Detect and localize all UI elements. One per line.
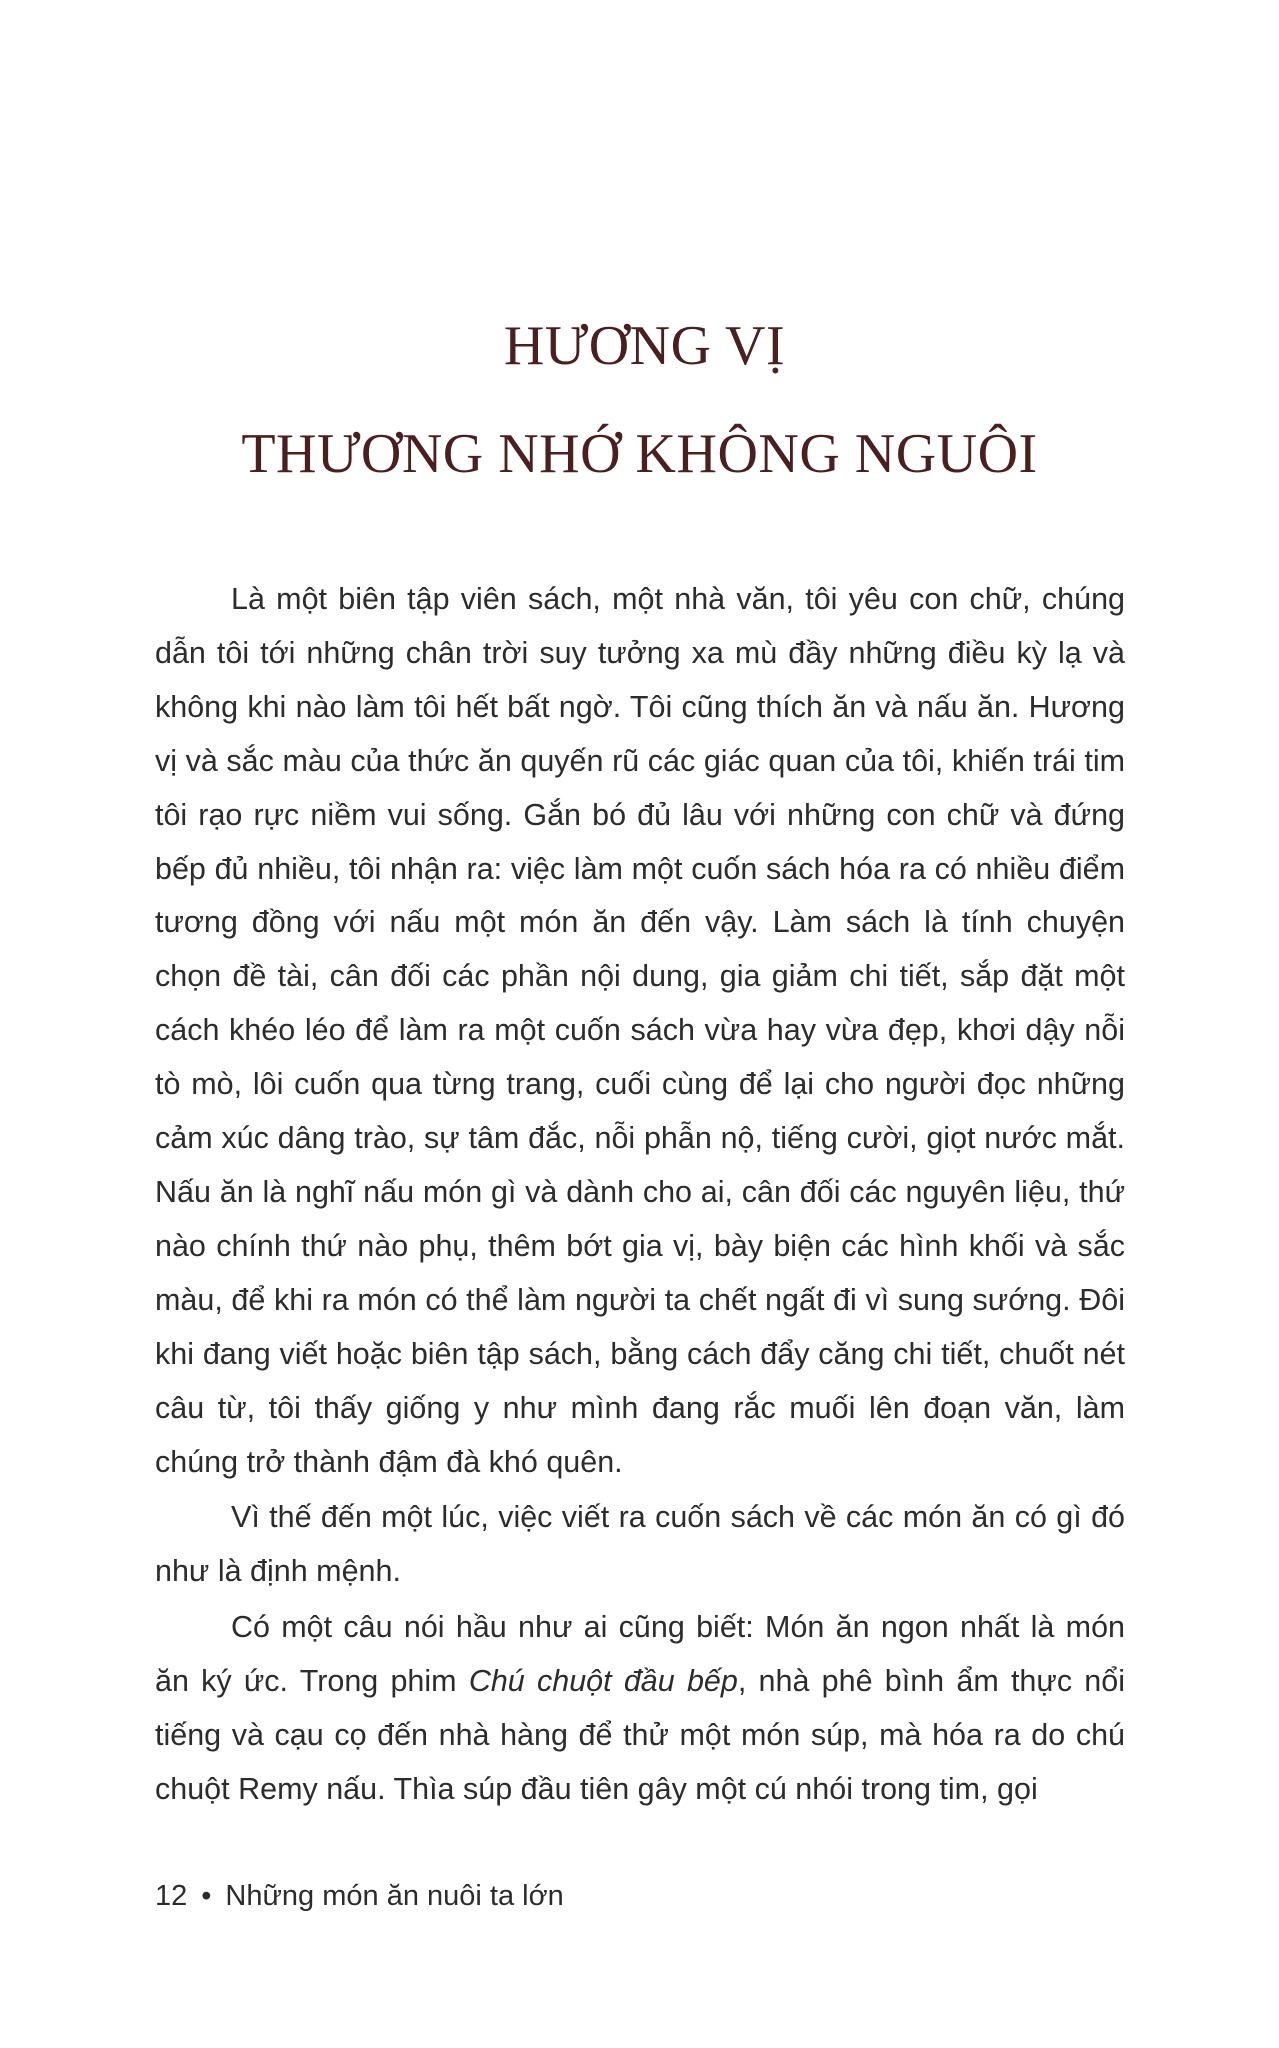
paragraph-2: Vì thế đến một lúc, việc viết ra cuốn sách về các món ăn có gì đó như là định mệnh.: [155, 1500, 1125, 1589]
chapter-title-line-1: HƯƠNG VỊ: [503, 315, 786, 377]
chapter-title-line-2: THƯƠNG NHỚ KHÔNG NGUÔI: [241, 423, 1038, 485]
paragraph-3: [155, 1601, 1125, 1817]
paragraph-3-text-start: Có một câu nói hầu như ai cũng biết: Món ăn ngon nhất là món ăn ký ức. Trong phim: [155, 1610, 1125, 1699]
paragraph-1: Là một biên tập viên sách, một nhà văn, tôi yêu con chữ, chúng dẫn tôi tới những chân trời suy tưởng xa mù đầy những điều kỳ lạ và không khi nào làm tôi hết bất ngờ. Tôi cũng thích ăn và nấu ăn. Hương vị và sắc màu của thức ăn quyến rũ các giác quan của tôi, khiến trái tim tôi rạo rực niềm vui sống. Gắn bó đủ lâu với những con chữ và đứng bếp đủ nhiều, tôi nhận ra: việc làm một cuốn sách hóa ra có nhiều điểm tương đồng với nấu một món ăn đến vậy. Làm sách là tính chuyện chọn đề tài, cân đối các phần nội dung, gia giảm chi tiết, sắp đặt một cách khéo léo để làm ra một cuốn sách vừa hay vừa đẹp, khơi dậy nỗi tò mò, lôi cuốn qua từng trang, cuối cùng để lại cho người đọc những cảm xúc dâng trào, sự tâm đắc, nỗi phẫn nộ, tiếng cười, giọt nước mắt. Nấu ăn là nghĩ nấu món gì và dành cho ai, cân đối các nguyên liệu, thứ nào chính thứ nào phụ, thêm bớt gia vị, bày biện các hình khối và sắc màu, để khi ra món có thể làm người ta chết ngất đi vì sung sướng. Đôi khi đang viết hoặc biên tập sách, bằng cách đẩy căng chi tiết, chuốt nét câu từ, tôi thấy giống y như mình đang rắc muối lên đoạn văn, làm chúng trở thành đậm đà khó quên.: [155, 582, 1125, 1479]
footer-separator: •: [201, 1880, 212, 1912]
chapter-title: [0, 315, 1279, 485]
page-footer: [155, 1880, 564, 1913]
paragraph-3-text-end: , nhà phê bình ẩm thực nổi tiếng và cạu cọ đến nhà hàng để thử một món súp, mà hóa ra do chú chuột Remy nấu. Thìa súp đầu tiên gây một cú nhói trong tim, gọi: [155, 1664, 1125, 1806]
film-title: Chú chuột đầu bếp: [468, 1664, 738, 1699]
running-book-title: Những món ăn nuôi ta lớn: [225, 1880, 564, 1912]
body-text: [155, 573, 1125, 1817]
page-number: 12: [155, 1880, 188, 1912]
